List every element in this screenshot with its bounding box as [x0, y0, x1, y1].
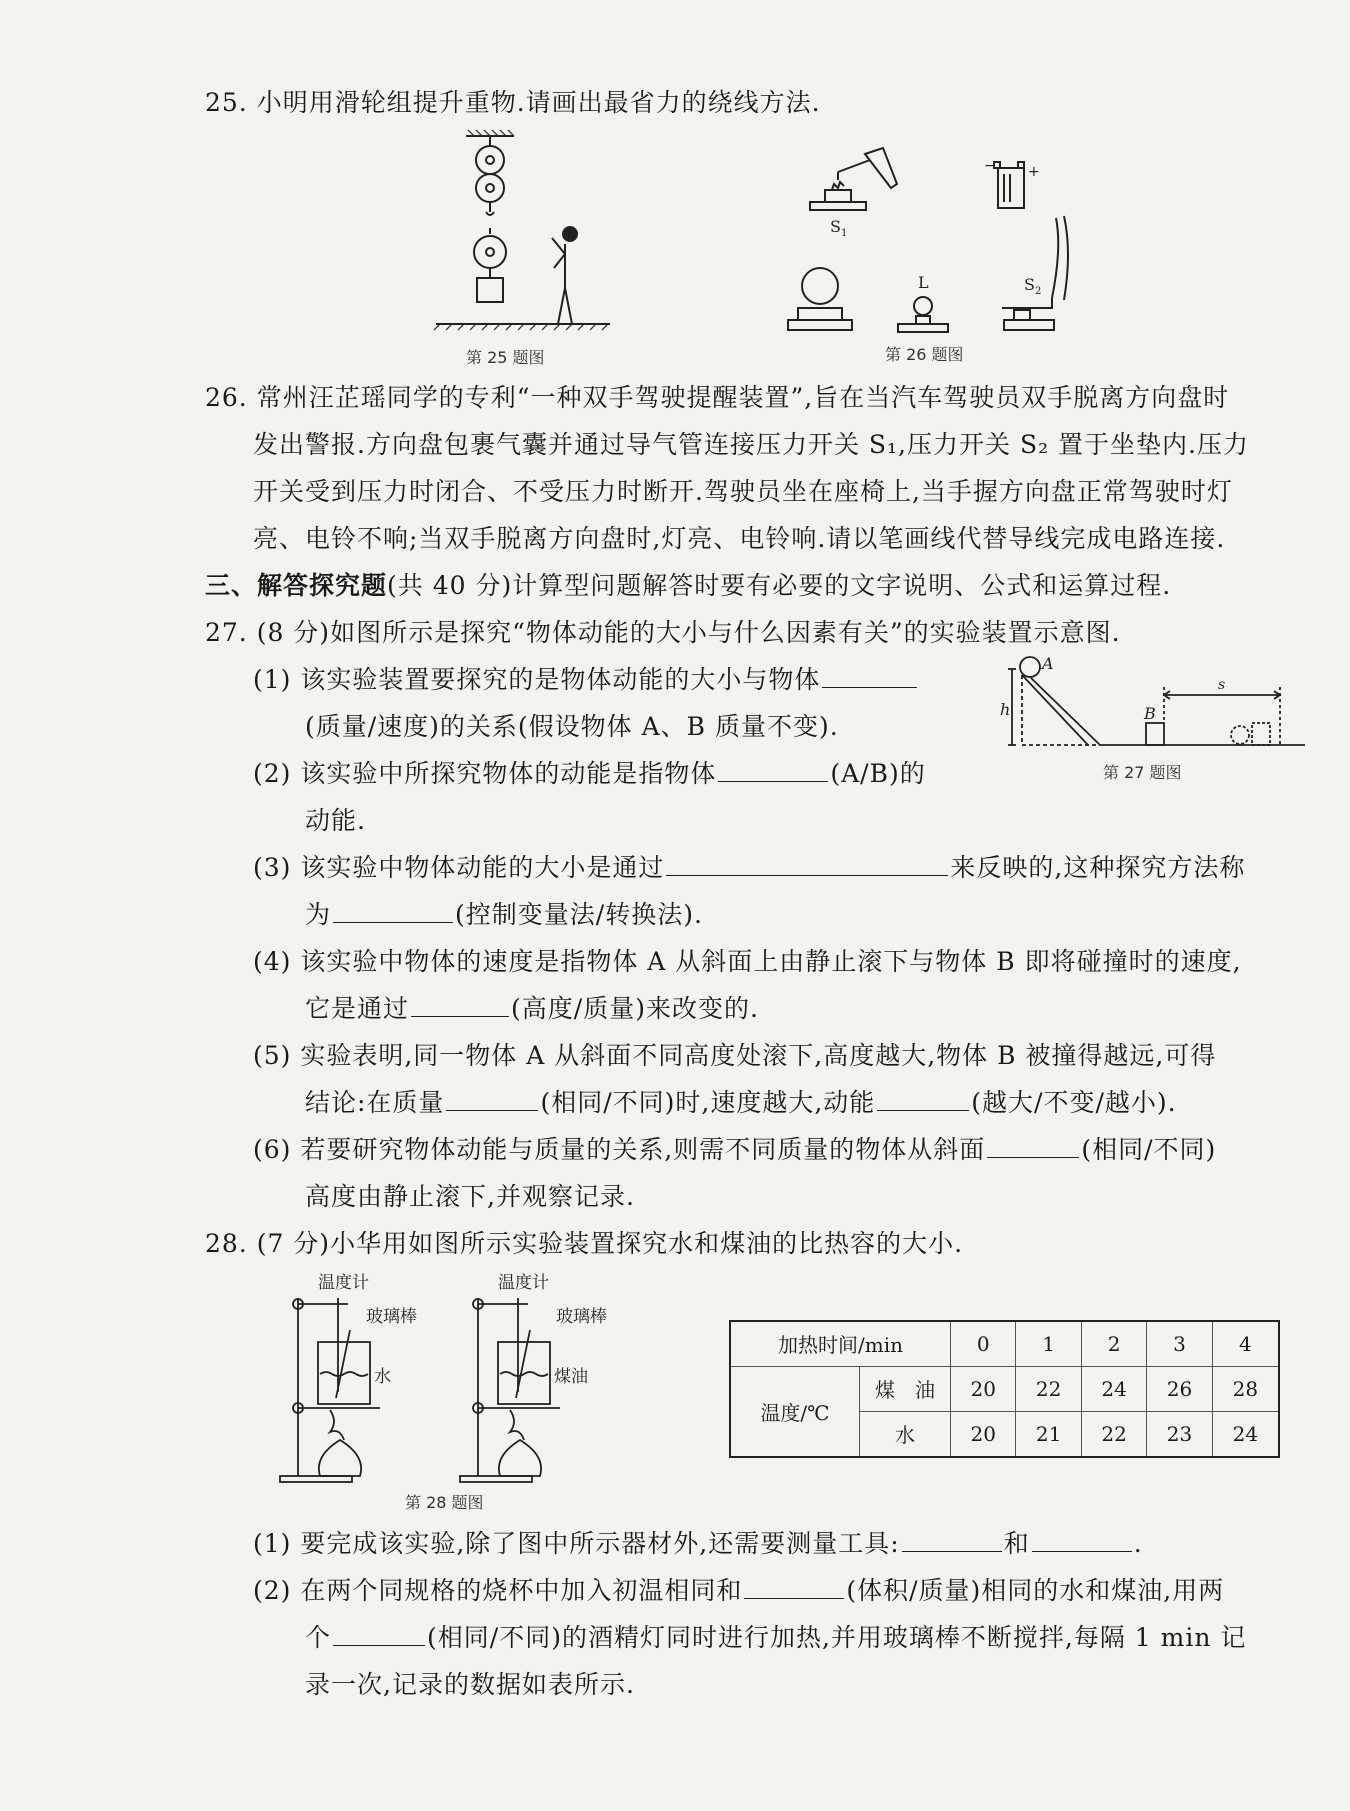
table-cell: 28 — [1212, 1366, 1279, 1411]
q27-part-2-cont: 动能. — [305, 806, 366, 835]
table-time-cell: 1 — [1016, 1321, 1081, 1366]
table-row-name: 水 — [860, 1411, 951, 1457]
q28-intro: 28. (7 分)小华用如图所示实验装置探究水和煤油的比热容的大小. — [205, 1229, 964, 1258]
table-time-cell: 0 — [951, 1321, 1016, 1366]
label-kerosene: 煤油 — [554, 1367, 588, 1387]
q27-part-6: (6) 若要研究物体动能与质量的关系,则需不同质量的物体从斜面 (相同/不同) — [253, 1135, 1217, 1164]
q27-part-6-cont: 高度由静止滚下,并观察记录. — [305, 1182, 635, 1211]
temperature-table — [729, 1320, 1280, 1458]
q27-part-1-cont: (质量/速度)的关系(假设物体 A、B 质量不变). — [305, 712, 839, 741]
answer-blank[interactable] — [718, 780, 828, 782]
table-cell: 23 — [1147, 1411, 1212, 1457]
q26-line-2: 发出警报.方向盘包裹气囊并通过导气管连接压力开关 S₁,压力开关 S₂ 置于坐垫内.压力 — [253, 430, 1249, 459]
q28-part-2-cont: 个 (相同/不同)的酒精灯同时进行加热,并用玻璃棒不断搅拌,每隔 1 min 记 — [305, 1623, 1247, 1652]
table-cell: 26 — [1147, 1366, 1212, 1411]
answer-blank[interactable] — [333, 921, 453, 923]
table-cell: 24 — [1081, 1366, 1146, 1411]
q27-part-5: (5) 实验表明,同一物体 A 从斜面不同高度处滚下,高度越大,物体 B 被撞得越远,可得 — [253, 1041, 1217, 1070]
q27-caption: 第 27 题图 — [1103, 763, 1182, 782]
section-3-heading — [205, 562, 1171, 609]
q27-part-3-cont: 为 (控制变量法/转换法). — [305, 900, 703, 929]
pulley-figure — [430, 128, 610, 348]
label-glass-rod-1: 玻璃棒 — [366, 1307, 417, 1327]
section-3-title: 三、解答探究题 — [205, 571, 388, 600]
q26-caption: 第 26 题图 — [885, 345, 964, 364]
answer-blank[interactable] — [666, 874, 948, 876]
table-time-cell: 4 — [1212, 1321, 1279, 1366]
answer-blank[interactable] — [877, 1109, 969, 1111]
table-header-label: 加热时间/min — [730, 1321, 951, 1366]
table-row-name: 煤 油 — [860, 1366, 951, 1411]
fig-label-b: B — [1144, 704, 1156, 723]
table-cell: 22 — [1016, 1366, 1081, 1411]
battery-minus-label: − — [984, 158, 996, 174]
q26-line-1: 26. 常州汪芷瑶同学的专利“一种双手驾驶提醒装置”,旨在当汽车驾驶员双手脱离方向盘时 — [205, 383, 1230, 412]
answer-blank[interactable] — [902, 1550, 1002, 1552]
q28-part-1: (1) 要完成该实验,除了图中所示器材外,还需要测量工具: 和 . — [253, 1529, 1143, 1558]
q27-intro: 27. (8 分)如图所示是探究“物体动能的大小与什么因素有关”的实验装置示意图. — [205, 618, 1121, 647]
q26-line-4: 亮、电铃不响;当双手脱离方向盘时,灯亮、电铃响.请以笔画线代替导线完成电路连接. — [253, 524, 1226, 553]
s1-sub-label: 1 — [841, 228, 848, 239]
fig-label-s: s — [1218, 677, 1226, 693]
circuit-components-figure — [780, 140, 1080, 340]
table-cell: 20 — [951, 1411, 1016, 1457]
q28-caption: 第 28 题图 — [405, 1493, 484, 1512]
table-time-cell: 3 — [1147, 1321, 1212, 1366]
battery-plus-label: + — [1028, 164, 1040, 180]
q27-part-5-cont: 结论:在质量 (相同/不同)时,速度越大,动能 (越大/不变/越小). — [305, 1088, 1177, 1117]
answer-blank[interactable] — [1032, 1550, 1132, 1552]
q26-line-3: 开关受到压力时闭合、不受压力时断开.驾驶员坐在座椅上,当手握方向盘正常驾驶时灯 — [253, 477, 1233, 506]
label-thermometer-1: 温度计 — [318, 1273, 369, 1293]
q27-part-4: (4) 该实验中物体的速度是指物体 A 从斜面上由静止滚下与物体 B 即将碰撞时的速度, — [253, 947, 1242, 976]
q25-caption: 第 25 题图 — [466, 348, 545, 367]
table-cell: 20 — [951, 1366, 1016, 1411]
answer-blank[interactable] — [333, 1644, 425, 1646]
section-3-instructions: (共 40 分)计算型问题解答时要有必要的文字说明、公式和运算过程. — [387, 571, 1172, 600]
answer-blank[interactable] — [744, 1597, 844, 1599]
table-row — [730, 1366, 1279, 1411]
lamp-label: L — [918, 273, 929, 292]
answer-blank[interactable] — [411, 1015, 509, 1017]
heating-apparatus-figure — [270, 1270, 607, 1500]
q27-part-1: (1) 该实验装置要探究的是物体动能的大小与物体 — [253, 656, 919, 703]
table-cell: 24 — [1212, 1411, 1279, 1457]
label-thermometer-2: 温度计 — [498, 1273, 549, 1293]
table-cell: 21 — [1016, 1411, 1081, 1457]
label-glass-rod-2: 玻璃棒 — [556, 1307, 607, 1327]
q27-part-2: (2) 该实验中所探究物体的动能是指物体 (A/B)的 — [253, 759, 926, 788]
table-cell: 22 — [1081, 1411, 1146, 1457]
answer-blank[interactable] — [446, 1109, 538, 1111]
q27-part-4-cont: 它是通过 (高度/质量)来改变的. — [305, 994, 759, 1023]
s1-label: S — [830, 217, 841, 236]
table-temp-label: 温度/℃ — [730, 1366, 860, 1457]
label-water: 水 — [374, 1367, 391, 1387]
q27-part-3: (3) 该实验中物体动能的大小是通过 来反映的,这种探究方法称 — [253, 853, 1246, 882]
fig-label-a: A — [1042, 654, 1054, 673]
q28-part-2-cont-2: 录一次,记录的数据如表所示. — [305, 1670, 635, 1699]
answer-blank[interactable] — [822, 686, 917, 688]
fig-label-h: h — [1000, 700, 1011, 719]
s2-label: S — [1024, 275, 1035, 294]
answer-blank[interactable] — [987, 1156, 1079, 1158]
incline-figure — [1000, 655, 1310, 765]
s2-sub-label: 2 — [1035, 286, 1042, 297]
q28-part-2: (2) 在两个同规格的烧杯中加入初温相同和 (体积/质量)相同的水和煤油,用两 — [253, 1576, 1225, 1605]
q25-text: 25. 小明用滑轮组提升重物.请画出最省力的绕线方法. — [205, 88, 821, 117]
table-header-row — [730, 1321, 1279, 1366]
table-time-cell: 2 — [1081, 1321, 1146, 1366]
